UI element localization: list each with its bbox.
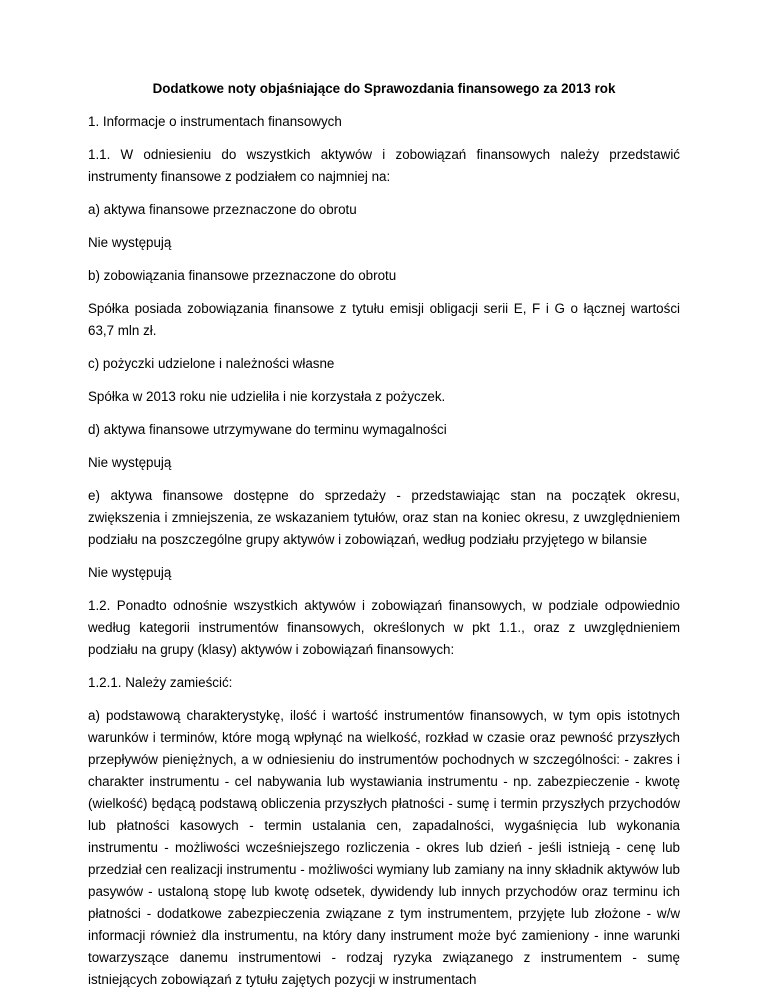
- paragraph: Spółka posiada zobowiązania finansowe z tytułu emisji obligacji serii E, F i G o łącznej wartości 63,7 mln zł.: [88, 301, 680, 338]
- paragraph: 1.1. W odniesieniu do wszystkich aktywów i zobowiązań finansowych należy przedstawić instrumenty finansowe z podziałem co najmniej na:: [88, 147, 680, 184]
- subsection-heading: 1.2.1. Należy zamieścić:: [88, 675, 233, 690]
- section-heading: 1. Informacje o instrumentach finansowych: [88, 114, 342, 129]
- document-title: Dodatkowe noty objaśniające do Sprawozdania finansowego za 2013 rok: [152, 81, 616, 96]
- paragraph: 1.2. Ponadto odnośnie wszystkich aktywów i zobowiązań finansowych, w podziale odpowiednio według kategorii instrumentów finansowych, określonych w pkt 1.1., oraz z uwzględnieniem podziału na grupy (klasy) aktywów i zobowiązań finansowych:: [88, 598, 680, 657]
- paragraph: a) podstawową charakterystykę, ilość i wartość instrumentów finansowych, w tym opis istotnych warunków i terminów, które mogą wpłynąć na wielkość, rozkład w czasie oraz pewność przyszłych przepływów pieniężnych, a w odniesieniu do instrumentów pochodnych w szczególności: - zakres i charakter instrumentu - cel nabywania lub wystawiania instrumentu - np. zabezpieczenie - kwotę (wielkość) będącą podstawą obliczenia przyszłych płatności - sumę i termin przyszłych przychodów lub płatności kasowych - termin ustalania cen, zapadalności, wygaśnięcia lub wykonania instrumentu - możliwości wcześniejszego rozliczenia - okres lub dzień - jeśli istnieją - cenę lub przedział cen realizacji instrumentu - możliwości wymiany lub zamiany na inny składnik aktywów lub pasywów - ustaloną stopę lub kwotę odsetek, dywidendy lub innych przychodów oraz terminu ich płatności - dodatkowe zabezpieczenia związane z tym instrumentem, przyjęte lub złożone - w/w informacji również dla instrumentu, na który dany instrument może być zamieniony - inne warunki towarzyszące danemu instrumentowi - rodzaj ryzyka związanego z instrumentem - sumę istniejących zobowiązań z tytułu zajętych pozycji w instrumentach: [88, 708, 680, 987]
- paragraph: Nie występują: [88, 565, 172, 580]
- document-page: [88, 78, 680, 1002]
- list-item-label: c) pożyczki udzielone i należności własne: [88, 356, 335, 371]
- paragraph: Spółka w 2013 roku nie udzieliła i nie korzystała z pożyczek.: [88, 389, 446, 404]
- list-item-label: d) aktywa finansowe utrzymywane do terminu wymagalności: [88, 422, 447, 437]
- list-item-label: e) aktywa finansowe dostępne do sprzedaży - przedstawiając stan na początek okresu, zwiększenia i zmniejszenia, ze wskazaniem tytułów, oraz stan na koniec okresu, z uwzględnieniem podziału na poszczególne grupy aktywów i zobowiązań, według podziału przyjętego w bilansie: [88, 488, 680, 547]
- list-item-label: a) aktywa finansowe przeznaczone do obrotu: [88, 202, 357, 217]
- paragraph: Nie występują: [88, 235, 172, 250]
- paragraph: Nie występują: [88, 455, 172, 470]
- list-item-label: b) zobowiązania finansowe przeznaczone do obrotu: [88, 268, 397, 283]
